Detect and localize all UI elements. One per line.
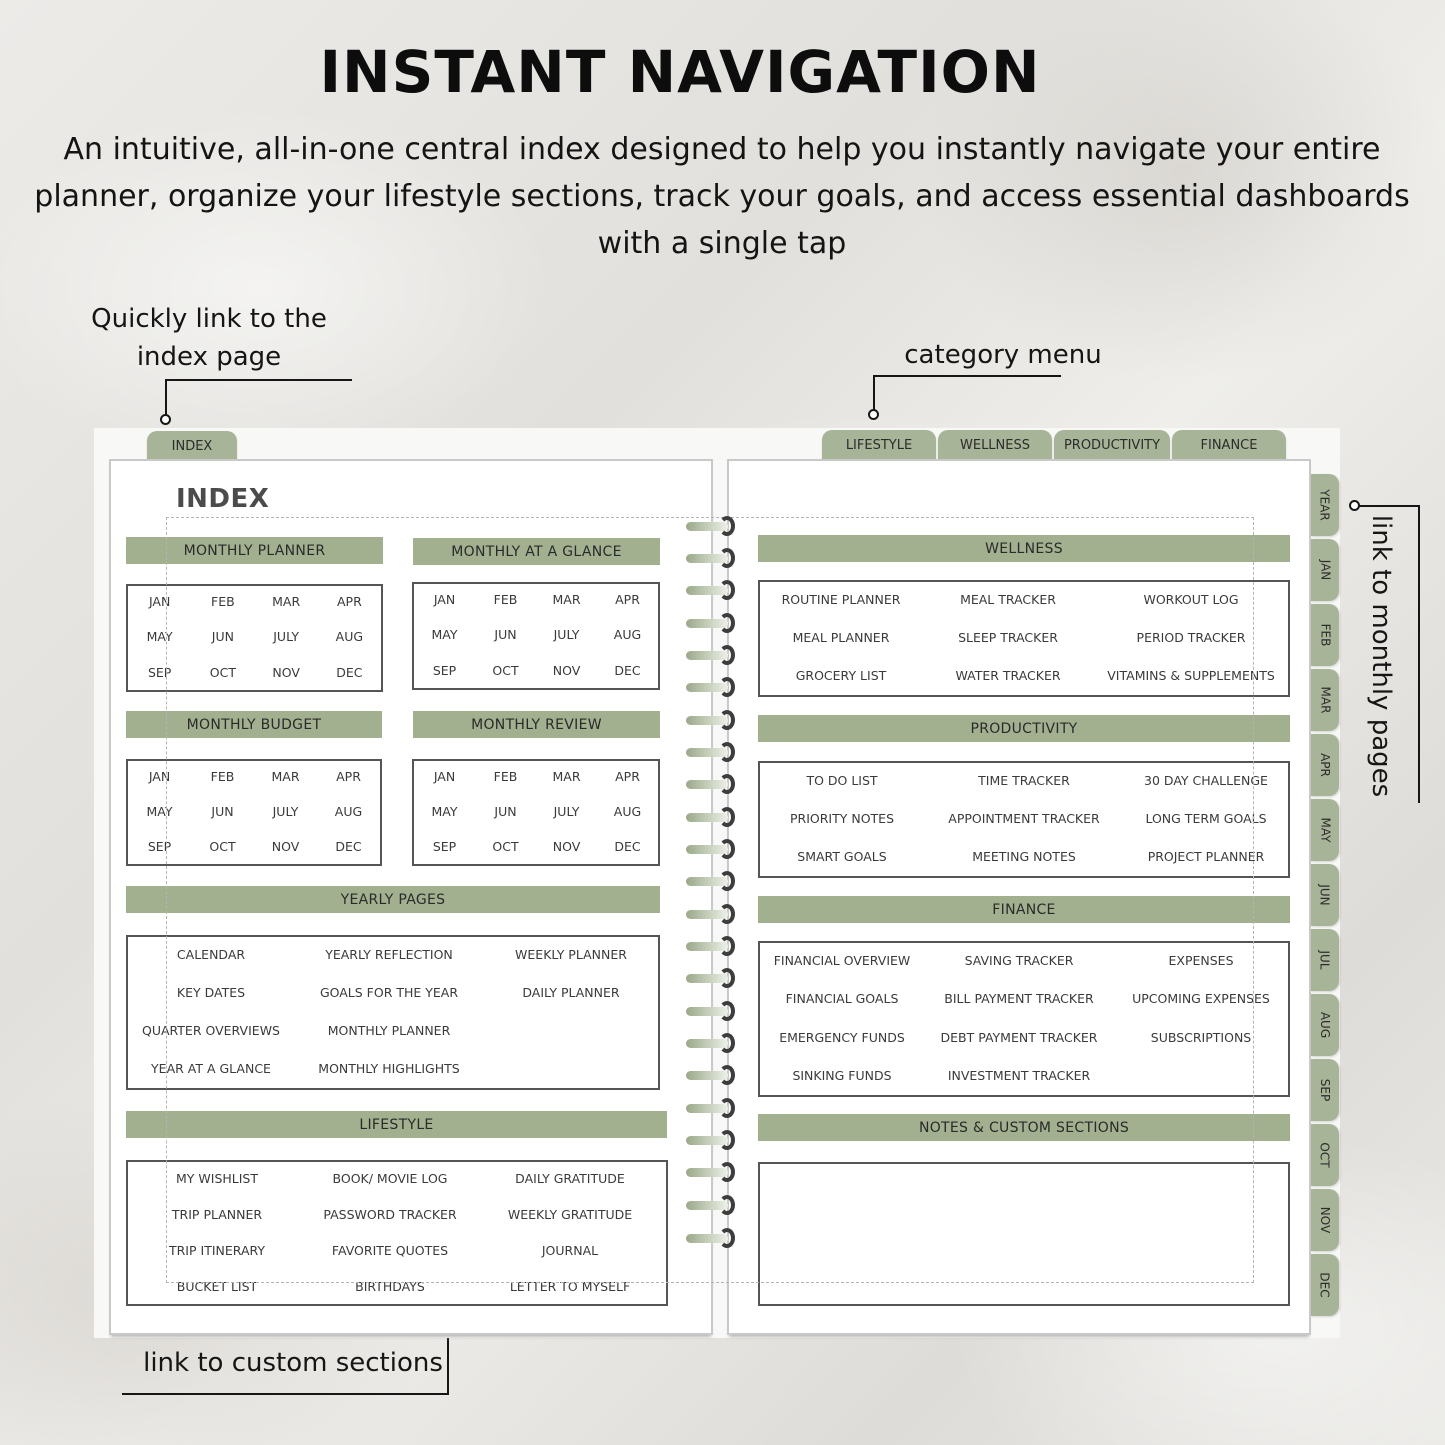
binder-ring — [686, 548, 740, 568]
list-item[interactable]: TRIP PLANNER — [171, 1206, 263, 1222]
month-link[interactable]: DEC — [614, 839, 641, 854]
list-item[interactable]: KEY DATES — [176, 984, 246, 1000]
month-link[interactable]: SEP — [147, 839, 172, 854]
callout-category-line-v — [873, 375, 875, 411]
list-item[interactable]: DEBT PAYMENT TRACKER — [940, 1029, 1098, 1045]
list-item[interactable]: ROUTINE PLANNER — [781, 591, 901, 607]
list-item[interactable]: EXPENSES — [1168, 952, 1234, 968]
tab-feb[interactable] — [1311, 604, 1339, 666]
list-item[interactable]: PASSWORD TRACKER — [323, 1206, 457, 1222]
callout-monthly-line-v — [1418, 505, 1420, 803]
callout-category-dot — [868, 409, 879, 420]
binder-ring — [686, 742, 740, 762]
section-lifestyle[interactable]: LIFESTYLE — [126, 1111, 667, 1138]
binder-ring — [686, 1033, 740, 1053]
month-link[interactable]: OCT — [492, 662, 519, 678]
binder-ring — [686, 516, 740, 536]
tab-index[interactable]: INDEX — [147, 431, 237, 461]
callout-index-line2: index page — [136, 342, 282, 372]
index-title: INDEX — [176, 484, 270, 514]
list-item[interactable]: CALENDAR — [176, 946, 246, 962]
month-tabs — [1311, 474, 1339, 1314]
callout-custom: link to custom sections — [143, 1348, 443, 1378]
list-item[interactable]: YEAR AT A GLANCE — [151, 1061, 271, 1077]
callout-custom-line-h — [122, 1393, 449, 1395]
month-link[interactable]: DEC — [614, 662, 641, 678]
binder-ring — [686, 904, 740, 924]
month-link[interactable]: JUN — [211, 804, 234, 819]
list-item[interactable]: GOALS FOR THE YEAR — [319, 984, 459, 1000]
month-link[interactable]: APR — [615, 592, 640, 608]
tab-feb-label: FEB — [1318, 623, 1332, 647]
month-link[interactable]: OCT — [209, 839, 236, 854]
month-link[interactable]: FEB — [493, 769, 518, 784]
binder-ring — [686, 677, 740, 697]
list-item[interactable]: SLEEP TRACKER — [958, 629, 1058, 645]
list-item[interactable]: WEEKLY PLANNER — [515, 946, 627, 962]
list-item[interactable]: FAVORITE QUOTES — [331, 1242, 449, 1258]
month-link[interactable]: FEB — [210, 769, 235, 784]
tab-finance[interactable]: FINANCE — [1172, 430, 1286, 460]
tab-year-label: YEAR — [1318, 489, 1332, 521]
list-item[interactable]: VITAMINS & SUPPLEMENTS — [1107, 668, 1275, 684]
binder-ring — [686, 1195, 740, 1215]
tab-apr-label: APR — [1317, 753, 1332, 777]
tab-aug[interactable] — [1311, 994, 1339, 1056]
month-link[interactable]: AUG — [613, 804, 642, 819]
list-item[interactable]: JOURNAL — [541, 1242, 599, 1258]
month-link[interactable]: MAY — [431, 804, 458, 819]
list-item[interactable]: PROJECT PLANNER — [1147, 849, 1265, 865]
month-link[interactable]: NOV — [271, 839, 300, 854]
tab-mar-label: MAR — [1318, 686, 1332, 714]
list-item[interactable]: SUBSCRIPTIONS — [1150, 1029, 1252, 1045]
tab-oct-label: OCT — [1318, 1142, 1332, 1168]
tab-jul[interactable] — [1311, 929, 1339, 991]
list-item[interactable]: BOOK/ MOVIE LOG — [332, 1170, 448, 1186]
month-link[interactable]: MAR — [552, 592, 581, 608]
section-notes-custom[interactable]: NOTES & CUSTOM SECTIONS — [758, 1114, 1290, 1141]
callout-category: category menu — [904, 340, 1102, 370]
list-item[interactable]: WATER TRACKER — [955, 668, 1061, 684]
callout-index — [86, 300, 332, 376]
binder-ring — [686, 968, 740, 988]
list-item[interactable]: LONG TERM GOALS — [1145, 810, 1267, 826]
month-link[interactable]: NOV — [552, 839, 581, 854]
tab-sep-label: SEP — [1318, 1078, 1332, 1102]
month-link[interactable]: NOV — [272, 664, 300, 680]
month-link[interactable]: OCT — [492, 839, 519, 854]
list-item[interactable]: PRIORITY NOTES — [789, 810, 895, 826]
tab-dec[interactable] — [1311, 1254, 1339, 1316]
list-item[interactable]: FINANCIAL OVERVIEW — [773, 952, 911, 968]
binder-ring — [686, 1065, 740, 1085]
list-item[interactable]: SMART GOALS — [797, 849, 887, 865]
month-link[interactable]: AUG — [613, 627, 642, 643]
callout-monthly-line-h — [1357, 505, 1420, 507]
binder-ring — [686, 613, 740, 633]
section-yearly-pages[interactable]: YEARLY PAGES — [126, 886, 660, 913]
tab-dec-label: DEC — [1317, 1272, 1332, 1298]
month-link[interactable]: JULY — [553, 627, 580, 643]
tab-lifestyle[interactable]: LIFESTYLE — [822, 430, 936, 460]
headline: INSTANT NAVIGATION — [319, 38, 1041, 106]
list-item[interactable]: 30 DAY CHALLENGE — [1144, 772, 1268, 788]
binder-ring — [686, 839, 740, 859]
month-link[interactable]: AUG — [335, 629, 364, 645]
list-item[interactable]: WEEKLY GRATITUDE — [507, 1206, 633, 1222]
list-item[interactable]: BUCKET LIST — [176, 1278, 258, 1294]
month-link[interactable]: MAY — [146, 804, 173, 819]
section-monthly-review[interactable]: MONTHLY REVIEW — [413, 711, 660, 738]
list-item[interactable]: TIME TRACKER — [978, 772, 1070, 788]
tab-nov-label: NOV — [1317, 1206, 1332, 1234]
tab-may[interactable] — [1311, 799, 1339, 861]
month-link[interactable]: JULY — [273, 629, 300, 645]
list-item[interactable]: MONTHLY HIGHLIGHTS — [318, 1061, 460, 1077]
callout-index-line-h — [166, 379, 352, 381]
binder-ring — [686, 871, 740, 891]
list-item[interactable]: BILL PAYMENT TRACKER — [944, 991, 1094, 1007]
month-link[interactable]: NOV — [552, 662, 581, 678]
month-link[interactable]: MAR — [552, 769, 581, 784]
section-wellness[interactable]: WELLNESS — [758, 535, 1290, 562]
month-link[interactable]: APR — [615, 769, 640, 784]
tab-jun-label: JUN — [1318, 884, 1332, 906]
month-link[interactable]: SEP — [147, 664, 172, 680]
list-item[interactable]: EMERGENCY FUNDS — [779, 1029, 905, 1045]
month-link[interactable]: SEP — [432, 839, 457, 854]
binder-ring — [686, 1098, 740, 1118]
binder-ring — [686, 1228, 740, 1248]
list-item[interactable]: DAILY GRATITUDE — [515, 1170, 625, 1186]
month-link[interactable]: AUG — [334, 804, 363, 819]
tab-wellness[interactable]: WELLNESS — [938, 430, 1052, 460]
tab-may-label: MAY — [1318, 817, 1332, 843]
callout-category-line-h — [873, 375, 1061, 377]
list-item[interactable]: APPOINTMENT TRACKER — [948, 810, 1100, 826]
list-item[interactable]: MY WISHLIST — [176, 1170, 258, 1186]
section-monthly-budget[interactable]: MONTHLY BUDGET — [126, 711, 382, 738]
binder-ring — [686, 774, 740, 794]
tab-jan[interactable] — [1311, 539, 1339, 601]
month-link[interactable]: JAN — [433, 769, 456, 784]
month-link[interactable]: MAY — [431, 627, 458, 643]
month-link[interactable]: JAN — [433, 592, 456, 608]
tab-apr[interactable] — [1311, 734, 1339, 796]
section-monthly-at-a-glance[interactable]: MONTHLY AT A GLANCE — [413, 538, 660, 565]
callout-index-line1: Quickly link to the — [91, 304, 327, 334]
list-item[interactable]: LETTER TO MYSELF — [509, 1278, 631, 1294]
month-link[interactable]: JUN — [494, 627, 517, 643]
callout-monthly-dot — [1349, 500, 1360, 511]
tab-aug-label: AUG — [1317, 1011, 1332, 1039]
month-link[interactable]: DEC — [336, 664, 363, 680]
callout-index-dot — [160, 414, 171, 425]
binder-ring — [686, 580, 740, 600]
tab-jul-label: JUL — [1317, 950, 1332, 970]
list-item[interactable]: TO DO LIST — [806, 772, 878, 788]
list-item[interactable]: WORKOUT LOG — [1143, 591, 1239, 607]
list-item[interactable]: SINKING FUNDS — [792, 1068, 892, 1084]
month-link[interactable]: FEB — [493, 592, 518, 608]
callout-custom-line-v — [447, 1332, 449, 1395]
month-link[interactable]: JULY — [272, 804, 299, 819]
callout-monthly — [1366, 514, 1397, 798]
tab-jan-label: JAN — [1317, 559, 1332, 581]
month-link[interactable]: DEC — [335, 839, 362, 854]
month-link[interactable]: FEB — [211, 594, 235, 610]
month-link[interactable]: MAY — [146, 629, 173, 645]
tab-nov[interactable] — [1311, 1189, 1339, 1251]
list-item[interactable]: MEAL TRACKER — [960, 591, 1056, 607]
tab-mar[interactable] — [1311, 669, 1339, 731]
binder-ring — [686, 807, 740, 827]
section-monthly-planner[interactable]: MONTHLY PLANNER — [126, 537, 383, 564]
tab-year[interactable] — [1311, 474, 1339, 536]
section-productivity[interactable]: PRODUCTIVITY — [758, 715, 1290, 742]
description: An intuitive, all-in-one central index designed to help you instantly navigate your entire planner, organize your lifestyle sections, track your goals, and access essential dashboards with a single tap — [34, 132, 1410, 261]
list-item[interactable]: MEETING NOTES — [972, 849, 1076, 865]
month-link[interactable]: APR — [336, 594, 362, 610]
month-link[interactable]: SEP — [432, 662, 457, 678]
binder-ring — [686, 710, 740, 730]
binder-ring — [686, 1162, 740, 1182]
month-link[interactable]: JULY — [553, 804, 580, 819]
list-item[interactable]: MONTHLY PLANNER — [327, 1023, 451, 1039]
list-item[interactable]: YEARLY REFLECTION — [325, 946, 453, 962]
list-item[interactable]: TRIP ITINERARY — [168, 1242, 266, 1258]
list-item[interactable]: INVESTMENT TRACKER — [947, 1068, 1091, 1084]
month-link[interactable]: JAN — [148, 769, 171, 784]
tab-oct[interactable] — [1311, 1124, 1339, 1186]
list-item[interactable]: UPCOMING EXPENSES — [1132, 991, 1270, 1007]
binder-ring — [686, 645, 740, 665]
tab-jun[interactable] — [1311, 864, 1339, 926]
list-item[interactable]: MEAL PLANNER — [792, 629, 890, 645]
list-item[interactable]: BIRTHDAYS — [355, 1278, 425, 1294]
binder-ring — [686, 936, 740, 956]
list-item[interactable]: QUARTER OVERVIEWS — [141, 1023, 280, 1039]
callout-monthly-label: link to monthly pages — [1366, 514, 1397, 798]
month-link[interactable]: APR — [336, 769, 361, 784]
tab-productivity[interactable]: PRODUCTIVITY — [1054, 430, 1170, 460]
list-item[interactable]: DAILY PLANNER — [522, 984, 620, 1000]
month-link[interactable]: JAN — [148, 594, 171, 610]
month-link[interactable]: MAR — [272, 594, 301, 610]
list-item[interactable]: FINANCIAL GOALS — [785, 991, 899, 1007]
tab-sep[interactable] — [1311, 1059, 1339, 1121]
month-link[interactable]: OCT — [209, 664, 236, 680]
callout-index-line-v — [165, 379, 167, 417]
month-link[interactable]: MAR — [271, 769, 300, 784]
binder-ring — [686, 1001, 740, 1021]
list-item[interactable]: PERIOD TRACKER — [1136, 629, 1246, 645]
list-item[interactable]: GROCERY LIST — [795, 668, 887, 684]
month-link[interactable]: JUN — [211, 629, 234, 645]
section-finance[interactable]: FINANCE — [758, 896, 1290, 923]
binder-ring — [686, 1130, 740, 1150]
month-link[interactable]: JUN — [494, 804, 517, 819]
list-item[interactable]: SAVING TRACKER — [964, 952, 1074, 968]
